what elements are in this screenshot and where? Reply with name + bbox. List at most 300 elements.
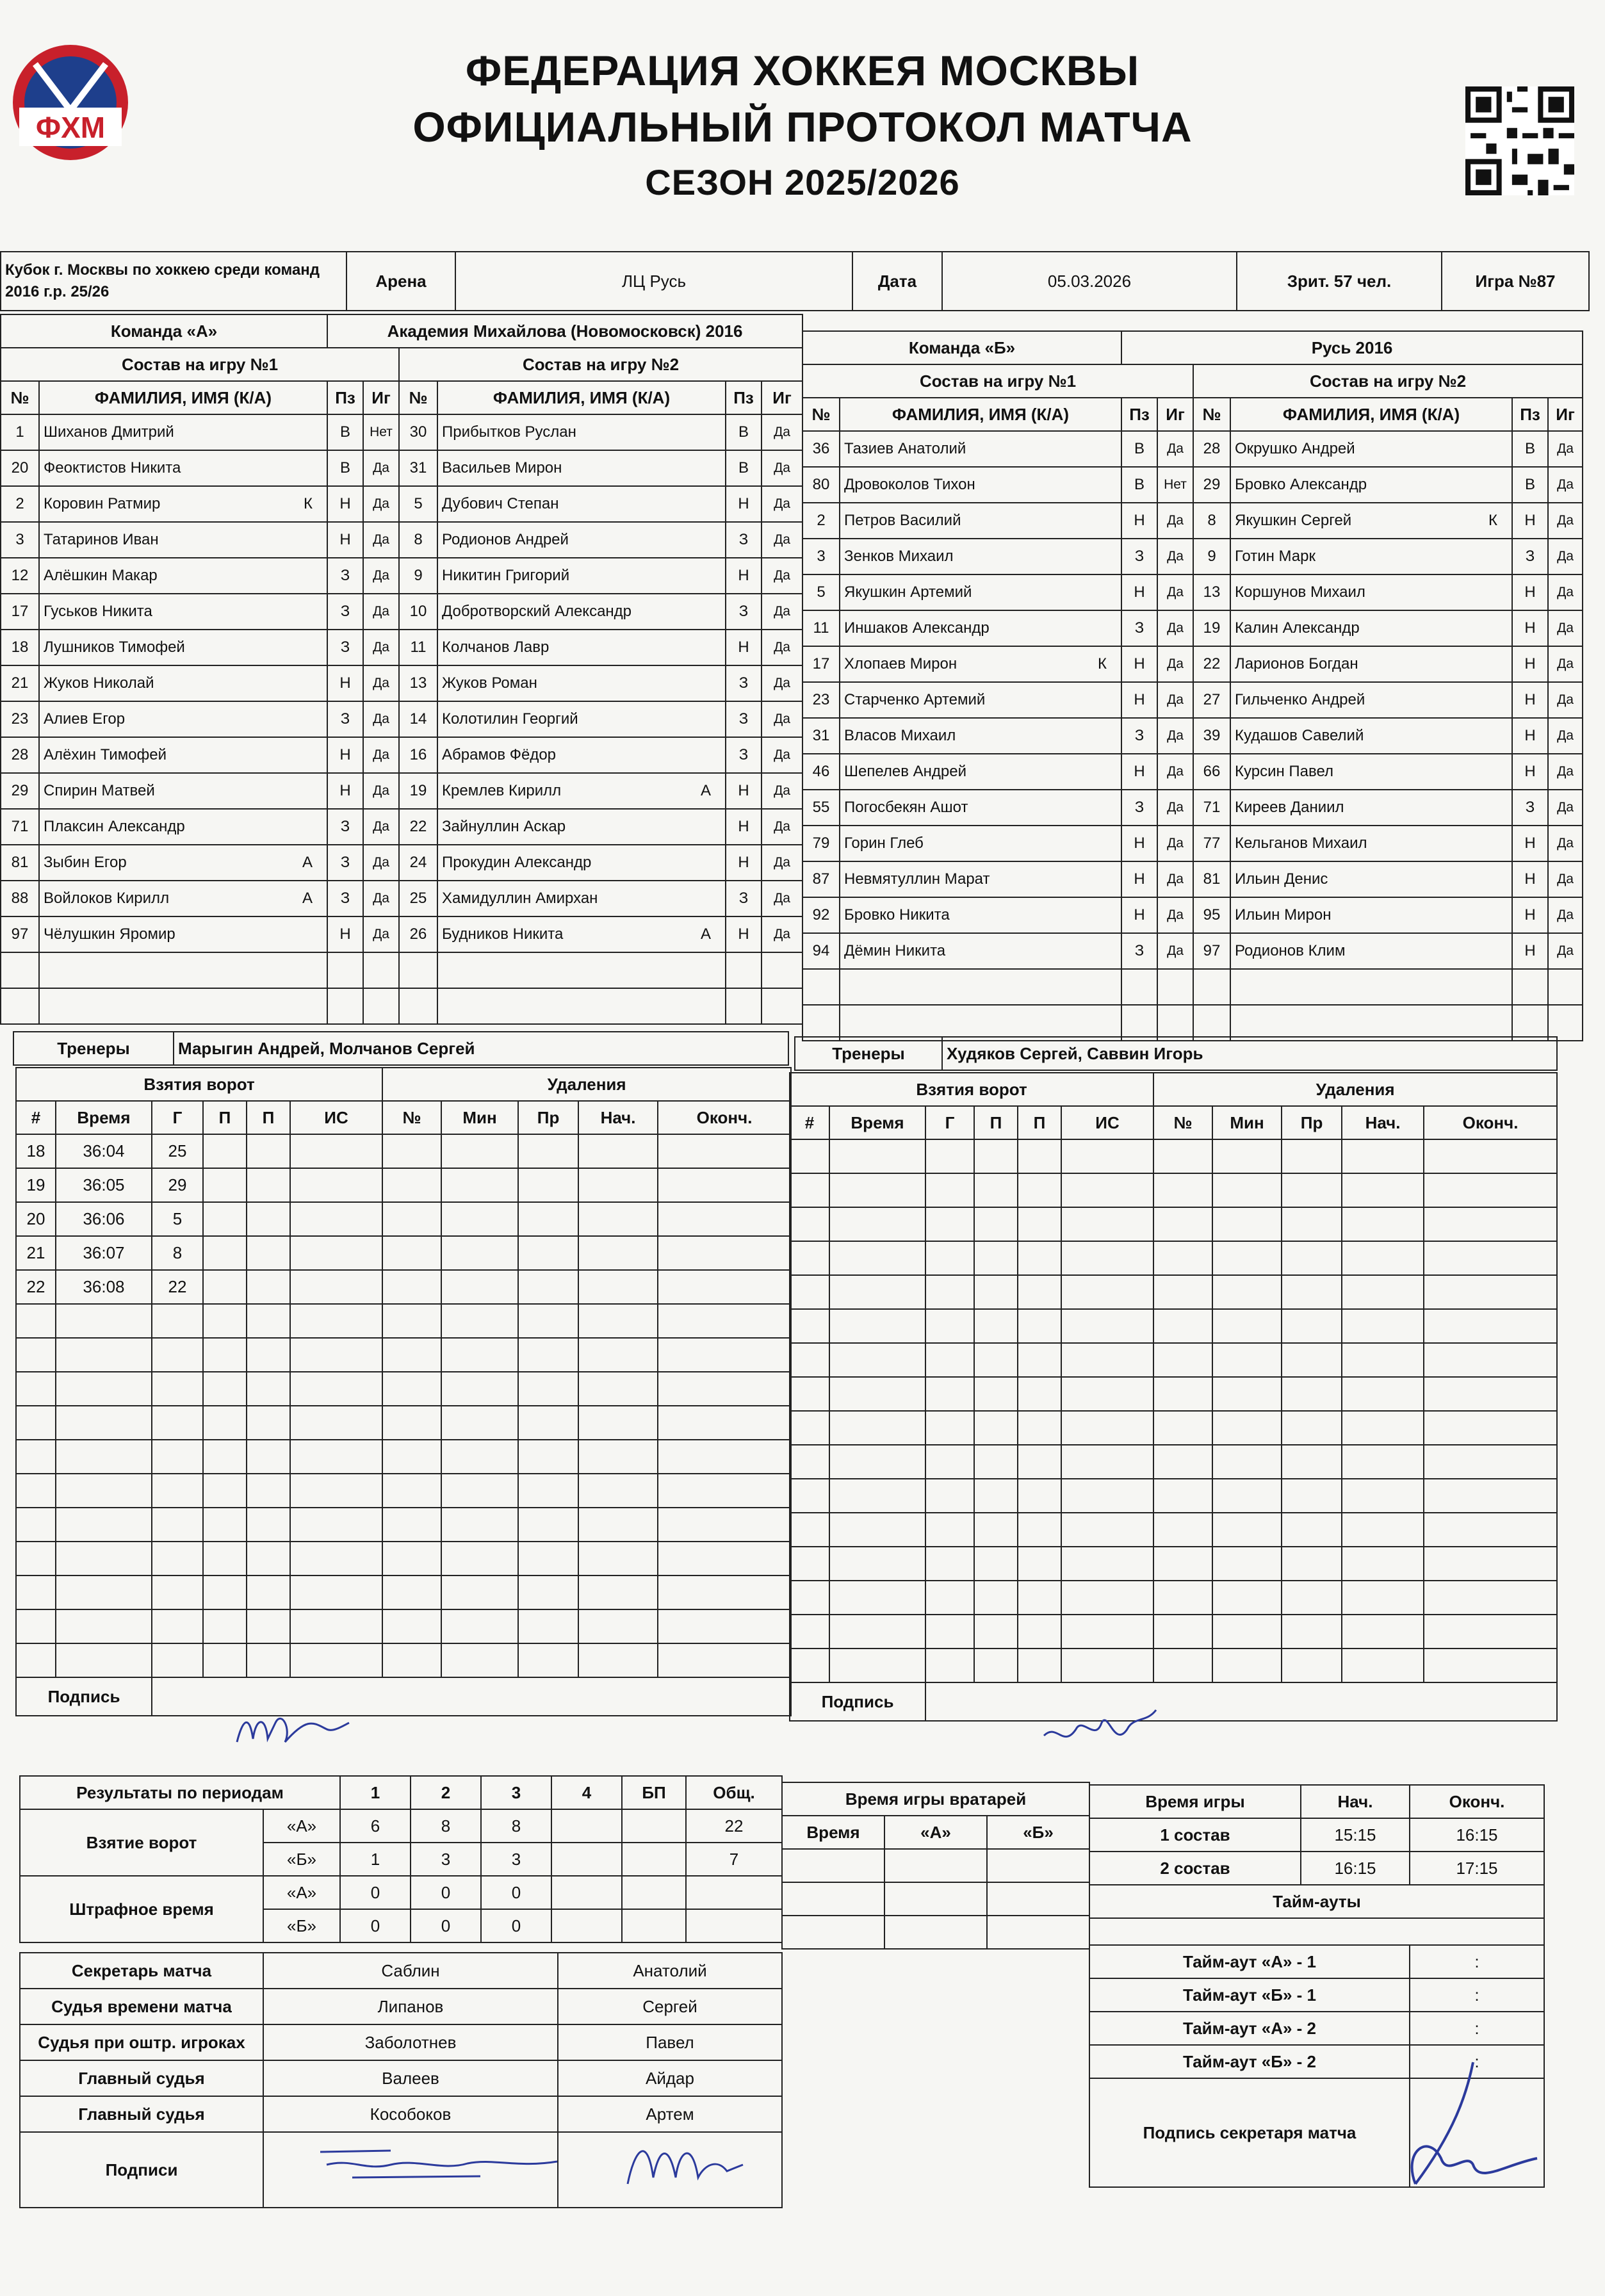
event-cell (1153, 1207, 1212, 1241)
results-value: 0 (340, 1909, 411, 1942)
event-cell: 22 (16, 1270, 56, 1304)
team-b-events (789, 1072, 1558, 1722)
empty-cell (363, 988, 399, 1024)
empty-cell (1230, 1005, 1512, 1041)
col-num: № (399, 381, 437, 414)
player-position: Н (726, 809, 762, 845)
team-b-roster2-title: Состав на игру №2 (1193, 364, 1583, 398)
player-name-text: Дубович Степан (442, 495, 559, 512)
player-position: В (327, 414, 363, 450)
player-name-text: Зайнуллин Аскар (442, 818, 566, 835)
playtime-row-end: 16:15 (1410, 1818, 1544, 1852)
team_b-roster-row (802, 646, 1583, 682)
player-number: 80 (802, 467, 840, 503)
coaches-label: Тренеры (795, 1037, 942, 1070)
player-name (39, 665, 327, 701)
player-played: Да (1548, 610, 1583, 646)
event-cell (56, 1304, 152, 1338)
official-last-name: Валеев (263, 2060, 558, 2096)
player-name-text: Колчанов Лавр (442, 639, 550, 656)
player-played: Да (1157, 933, 1193, 969)
event-cell (790, 1445, 829, 1479)
event-cell (1424, 1445, 1557, 1479)
event-cell (925, 1377, 974, 1411)
player-name-text: Кудашов Савелий (1235, 727, 1364, 744)
player-name (437, 773, 726, 809)
col-num: № (1, 381, 39, 414)
player-name-text: Васильев Мирон (442, 459, 562, 476)
event-cell (1061, 1309, 1153, 1343)
player-name (39, 630, 327, 665)
event-row (790, 1207, 1557, 1241)
event-cell (578, 1542, 658, 1575)
empty-cell (437, 988, 726, 1024)
player-name (840, 861, 1121, 897)
event-cell (925, 1615, 974, 1649)
event-cell (829, 1241, 925, 1275)
event-cell (1282, 1649, 1342, 1682)
event-cell (1212, 1411, 1282, 1445)
event-cell: 36:05 (56, 1168, 152, 1202)
player-name-text: Якушкин Сергей (1235, 512, 1352, 529)
event-cell (247, 1508, 290, 1542)
results-value (551, 1809, 622, 1843)
col-pos: Пз (327, 381, 363, 414)
event-cell (203, 1609, 247, 1643)
event-cell (1061, 1581, 1153, 1615)
event-cell (441, 1406, 518, 1440)
event-row (790, 1173, 1557, 1207)
event-cell (518, 1440, 578, 1474)
timeout-value: : (1410, 1978, 1544, 2012)
team-a-name: Академия Михайлова (Новомосковск) 2016 (327, 314, 802, 348)
player-position: В (726, 450, 762, 486)
player-name (39, 916, 327, 952)
event-cell (1282, 1173, 1342, 1207)
player-position: З (726, 737, 762, 773)
timeout-value: : (1410, 2045, 1544, 2078)
player-played: Да (762, 522, 802, 558)
results-row-label: Штрафное время (20, 1876, 263, 1942)
player-played: Да (1157, 431, 1193, 467)
player-name-text: Гуськов Никита (44, 603, 152, 620)
team-a-label: Команда «А» (1, 314, 327, 348)
event-cell (518, 1609, 578, 1643)
secretary-sign-label: Подпись секретаря матча (1089, 2078, 1410, 2187)
date-value: 05.03.2026 (942, 252, 1237, 311)
team-a-events (15, 1067, 792, 1716)
col-name: ФАМИЛИЯ, ИМЯ (К/А) (437, 381, 726, 414)
event-row (16, 1372, 791, 1406)
event-cell (790, 1241, 829, 1275)
player-name-text: Алёхин Тимофей (44, 746, 167, 763)
player-name (437, 701, 726, 737)
event-cell (382, 1474, 441, 1508)
player-position: Н (726, 630, 762, 665)
player-number: 81 (1193, 861, 1230, 897)
event-cell (56, 1338, 152, 1372)
player-position: З (726, 701, 762, 737)
period-col: Общ. (686, 1776, 782, 1809)
event-cell (1153, 1479, 1212, 1513)
event-cell (290, 1643, 382, 1677)
player-position: Н (1512, 646, 1548, 682)
empty-cell (762, 988, 802, 1024)
player-position: Н (726, 916, 762, 952)
event-cell (790, 1343, 829, 1377)
empty-cell (1512, 969, 1548, 1005)
team-b-label: Команда «Б» (802, 331, 1121, 364)
event-cell (829, 1275, 925, 1309)
player-name (1230, 539, 1512, 574)
player-played: Да (1157, 610, 1193, 646)
penalty-col-header: № (382, 1101, 441, 1134)
event-cell (1153, 1377, 1212, 1411)
event-cell (1018, 1173, 1061, 1207)
player-name (39, 809, 327, 845)
player-played: Да (1548, 790, 1583, 826)
date-label: Дата (852, 252, 942, 311)
event-cell (1424, 1173, 1557, 1207)
player-name-text: Чёлушкин Яромир (44, 925, 175, 943)
event-cell (1424, 1547, 1557, 1581)
event-cell (1153, 1343, 1212, 1377)
player-played: Да (1548, 718, 1583, 754)
player-name (437, 414, 726, 450)
event-cell (203, 1474, 247, 1508)
player-played: Да (762, 450, 802, 486)
event-cell (790, 1479, 829, 1513)
event-cell (441, 1542, 518, 1575)
event-cell (578, 1508, 658, 1542)
event-cell (1212, 1139, 1282, 1173)
team_a-roster-row (1, 630, 802, 665)
event-cell (203, 1270, 247, 1304)
event-cell (1342, 1445, 1424, 1479)
event-cell (152, 1575, 203, 1609)
event-cell (829, 1581, 925, 1615)
penalty-col-header: Мин (441, 1101, 518, 1134)
player-played: Да (1157, 754, 1193, 790)
results-value: 6 (340, 1809, 411, 1843)
player-name-text: Шиханов Дмитрий (44, 423, 174, 441)
col-name: ФАМИЛИЯ, ИМЯ (К/А) (39, 381, 327, 414)
official-first-name: Артем (558, 2096, 782, 2132)
player-position: Н (327, 916, 363, 952)
player-played: Да (363, 450, 399, 486)
official-row (20, 2060, 782, 2096)
event-cell (247, 1168, 290, 1202)
event-cell (1212, 1241, 1282, 1275)
qr-code (1465, 86, 1574, 195)
goal-col-header: П (247, 1101, 290, 1134)
col-num: № (1193, 398, 1230, 431)
player-number: 79 (802, 826, 840, 861)
event-cell (518, 1338, 578, 1372)
player-number: 5 (399, 486, 437, 522)
event-cell (1018, 1139, 1061, 1173)
player-name-text: Ларионов Богдан (1235, 655, 1358, 672)
event-cell (1061, 1139, 1153, 1173)
player-name (437, 881, 726, 916)
player-name (437, 522, 726, 558)
team_b-roster-row (802, 539, 1583, 574)
event-cell (829, 1615, 925, 1649)
event-cell (247, 1609, 290, 1643)
player-position: Н (327, 665, 363, 701)
event-cell (974, 1309, 1018, 1343)
player-position: Н (1121, 826, 1157, 861)
player-played: Да (1157, 539, 1193, 574)
event-cell (1212, 1309, 1282, 1343)
event-cell (382, 1202, 441, 1236)
player-name (437, 665, 726, 701)
arena-value: ЛЦ Русь (455, 252, 852, 311)
event-cell: 21 (16, 1236, 56, 1270)
info-table (0, 251, 1590, 311)
event-cell (1424, 1275, 1557, 1309)
event-row (790, 1241, 1557, 1275)
event-cell: 8 (152, 1236, 203, 1270)
event-cell (441, 1270, 518, 1304)
player-name (437, 450, 726, 486)
timeout-label: Тайм-аут «Б» - 1 (1089, 1978, 1410, 2012)
col-play: Иг (363, 381, 399, 414)
team_b-roster-row (802, 933, 1583, 969)
event-cell (790, 1513, 829, 1547)
playtime-row-label: 1 состав (1089, 1818, 1301, 1852)
event-cell (441, 1304, 518, 1338)
player-name (437, 630, 726, 665)
event-cell (247, 1134, 290, 1168)
player-position: З (1121, 790, 1157, 826)
event-cell (1061, 1241, 1153, 1275)
player-name (1230, 574, 1512, 610)
official-row (20, 2024, 782, 2060)
event-cell: 5 (152, 1202, 203, 1236)
event-cell (658, 1575, 791, 1609)
event-cell (1342, 1241, 1424, 1275)
event-cell (1424, 1343, 1557, 1377)
player-played: Да (1548, 682, 1583, 718)
player-number: 23 (1, 701, 39, 737)
player-name-text: Лушников Тимофей (44, 639, 185, 656)
playtime-title: Время игры (1089, 1785, 1301, 1818)
results-row (20, 1809, 782, 1843)
player-name (840, 897, 1121, 933)
player-played: Да (363, 737, 399, 773)
event-cell (1018, 1513, 1061, 1547)
player-position: З (327, 881, 363, 916)
player-number: 9 (1193, 539, 1230, 574)
empty-cell (1193, 969, 1230, 1005)
event-cell (925, 1139, 974, 1173)
team_a-roster-row (1, 665, 802, 701)
player-number: 23 (802, 682, 840, 718)
event-cell (578, 1440, 658, 1474)
empty-cell (437, 952, 726, 988)
event-cell (247, 1474, 290, 1508)
event-cell (247, 1304, 290, 1338)
player-name-text: Жуков Николай (44, 674, 154, 692)
event-row (16, 1542, 791, 1575)
event-cell (974, 1139, 1018, 1173)
event-cell (925, 1173, 974, 1207)
title-line-1: ФЕДЕРАЦИЯ ХОККЕЯ МОСКВЫ (465, 47, 1140, 94)
player-number: 10 (399, 594, 437, 630)
event-cell (1282, 1275, 1342, 1309)
col-play: Иг (762, 381, 802, 414)
event-cell (1153, 1547, 1212, 1581)
player-name (840, 646, 1121, 682)
event-row (16, 1609, 791, 1643)
player-position: З (1121, 718, 1157, 754)
empty-cell (399, 988, 437, 1024)
official-signature-2 (615, 2126, 762, 2197)
event-cell (1061, 1173, 1153, 1207)
player-number: 29 (1193, 467, 1230, 503)
goal-col-header: # (16, 1101, 56, 1134)
event-cell (290, 1236, 382, 1270)
penalty-col-header: Оконч. (658, 1101, 791, 1134)
event-cell (382, 1304, 441, 1338)
player-name-text: Коршунов Михаил (1235, 583, 1365, 601)
event-cell (658, 1202, 791, 1236)
official-role: Судья времени матча (20, 1989, 263, 2024)
event-cell (56, 1406, 152, 1440)
event-row (16, 1338, 791, 1372)
team_a-roster-row (1, 809, 802, 845)
event-cell (790, 1411, 829, 1445)
event-cell (290, 1338, 382, 1372)
event-cell (203, 1236, 247, 1270)
event-cell (518, 1406, 578, 1440)
team_b-roster-row (802, 826, 1583, 861)
player-name (1230, 861, 1512, 897)
player-name (437, 558, 726, 594)
player-role: К (304, 495, 313, 512)
event-row (16, 1168, 791, 1202)
event-cell (290, 1440, 382, 1474)
player-name-text: Зыбин Егор (44, 854, 127, 871)
event-cell (1282, 1377, 1342, 1411)
results-value (622, 1909, 686, 1942)
event-cell (1424, 1615, 1557, 1649)
event-cell (247, 1202, 290, 1236)
event-cell (578, 1338, 658, 1372)
team_a-roster-row (1, 988, 802, 1024)
event-row (790, 1547, 1557, 1581)
empty-cell (1230, 969, 1512, 1005)
event-cell (1342, 1309, 1424, 1343)
player-played: Да (363, 665, 399, 701)
player-name (39, 414, 327, 450)
team-b-name: Русь 2016 (1121, 331, 1583, 364)
goal-col-header: П (203, 1101, 247, 1134)
empty-cell (1157, 969, 1193, 1005)
event-cell (152, 1508, 203, 1542)
game-number: Игра №87 (1442, 252, 1589, 311)
event-cell (203, 1338, 247, 1372)
player-played: Да (1157, 646, 1193, 682)
player-position: Н (726, 773, 762, 809)
event-cell (16, 1372, 56, 1406)
event-cell (1212, 1513, 1282, 1547)
player-name (437, 737, 726, 773)
event-cell (1018, 1207, 1061, 1241)
goalie-a-label: «А» (884, 1816, 987, 1849)
results-value: 8 (481, 1809, 551, 1843)
playtime-end: Оконч. (1410, 1785, 1544, 1818)
event-cell (1061, 1513, 1153, 1547)
player-played: Да (762, 881, 802, 916)
event-cell (247, 1406, 290, 1440)
col-play: Иг (1548, 398, 1583, 431)
event-cell (56, 1609, 152, 1643)
team_b-roster-row (802, 431, 1583, 467)
coaches-b: Худяков Сергей, Саввин Игорь (942, 1037, 1557, 1070)
event-cell (518, 1575, 578, 1609)
event-cell (925, 1411, 974, 1445)
signature-cell (925, 1682, 1557, 1721)
timeouts-title: Тайм-ауты (1089, 1885, 1544, 1918)
team_b-roster-row (802, 1005, 1583, 1041)
player-played: Нет (1157, 467, 1193, 503)
player-number: 17 (1, 594, 39, 630)
event-cell (382, 1575, 441, 1609)
event-cell (290, 1508, 382, 1542)
player-played: Да (1157, 897, 1193, 933)
player-role: К (1098, 655, 1107, 672)
player-number: 22 (1193, 646, 1230, 682)
player-played: Да (1548, 503, 1583, 539)
event-cell: 22 (152, 1270, 203, 1304)
event-cell (203, 1440, 247, 1474)
event-cell (1153, 1615, 1212, 1649)
event-cell (247, 1338, 290, 1372)
event-cell (974, 1207, 1018, 1241)
event-cell (829, 1445, 925, 1479)
event-row (16, 1236, 791, 1270)
player-position: З (1512, 790, 1548, 826)
penalty-col-header: № (1153, 1106, 1212, 1139)
event-row (790, 1377, 1557, 1411)
player-name (1230, 646, 1512, 682)
event-cell (518, 1542, 578, 1575)
event-cell (16, 1440, 56, 1474)
event-cell (247, 1270, 290, 1304)
event-cell (1424, 1411, 1557, 1445)
empty-cell (39, 952, 327, 988)
player-name-text: Погосбекян Ашот (844, 799, 968, 816)
player-played: Да (762, 486, 802, 522)
team-a-roster1-title: Состав на игру №1 (1, 348, 399, 381)
official-role: Главный судья (20, 2060, 263, 2096)
player-played: Да (363, 522, 399, 558)
player-number: 95 (1193, 897, 1230, 933)
event-cell (152, 1338, 203, 1372)
event-cell (203, 1372, 247, 1406)
player-played: Да (1548, 467, 1583, 503)
player-position: Н (1512, 574, 1548, 610)
empty-cell (1157, 1005, 1193, 1041)
player-played: Да (1157, 826, 1193, 861)
event-cell (441, 1609, 518, 1643)
event-cell (290, 1406, 382, 1440)
player-name (39, 737, 327, 773)
event-cell (1153, 1649, 1212, 1682)
player-name-text: Ильин Мирон (1235, 906, 1332, 924)
